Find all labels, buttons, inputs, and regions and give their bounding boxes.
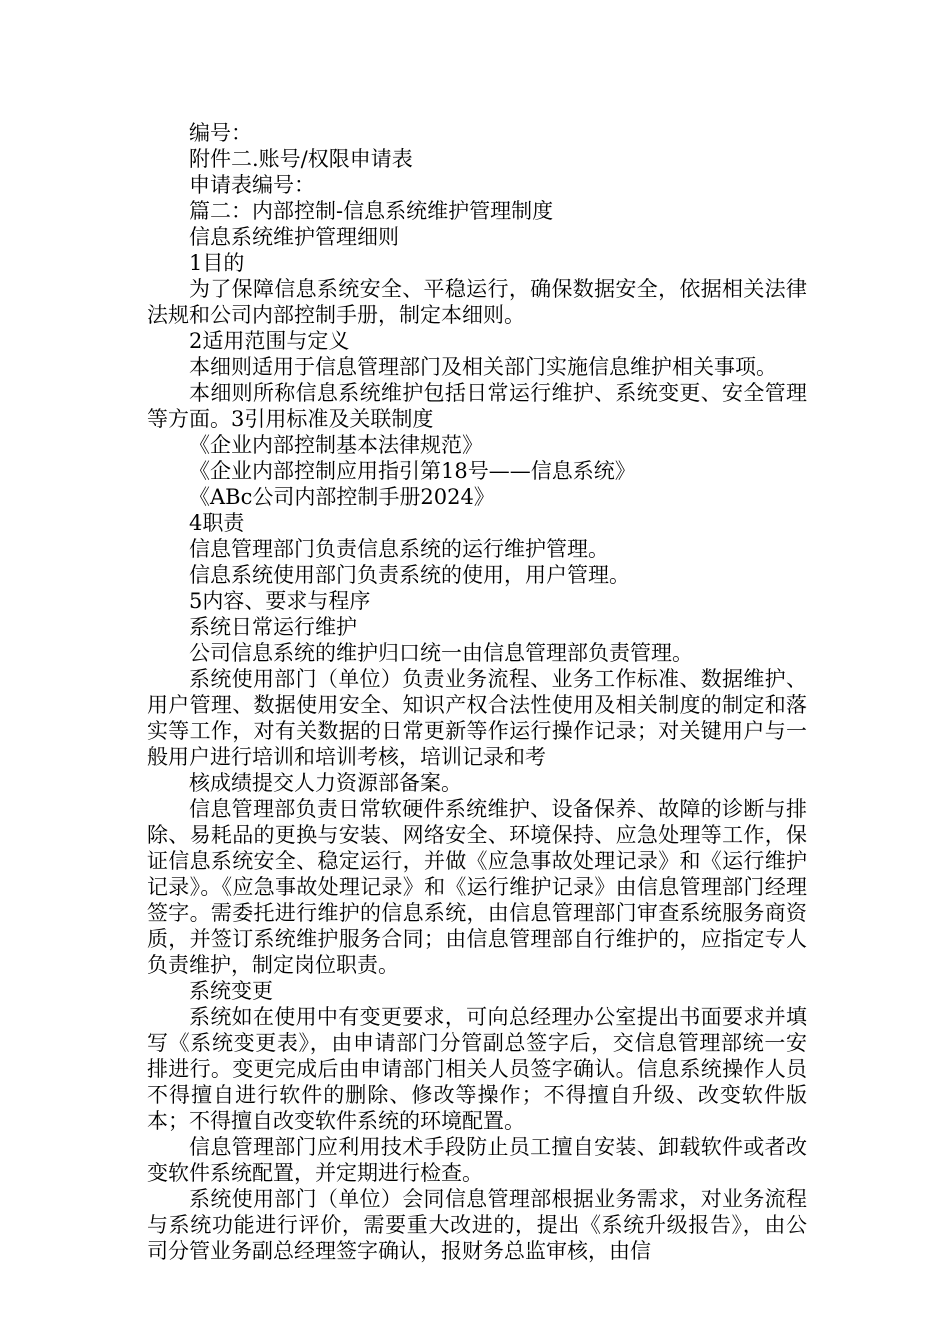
subsection-heading: 系统日常运行维护	[189, 615, 357, 639]
reference-item: 《企业内部控制基本法律规范》	[189, 433, 483, 457]
paragraph: 系统使用部门（单位）负责业务流程、业务工作标准、数据维护、用户管理、数据使用安全、知识产权合法性使用及相关制度的制定和落实等工作，对有关数据的日常更新等作运行操作记录；对关键用户与一般用户进行培训和培训考核，培训记录和考	[147, 667, 807, 769]
paragraph: 本细则适用于信息管理部门及相关部门实施信息维护相关事项。	[189, 355, 777, 379]
section-heading: 2适用范围与定义	[189, 329, 350, 353]
subsection-heading: 系统变更	[189, 979, 273, 1003]
attachment-title: 附件二.账号/权限申请表	[189, 147, 413, 171]
reference-item: 《ABc公司内部控制手册2024》	[189, 485, 495, 509]
section-heading: 1目的	[189, 251, 245, 275]
section-heading: 4职责	[189, 511, 245, 535]
doc-number-label: 编号：	[189, 121, 252, 145]
paragraph: 系统如在使用中有变更要求，可向总经理办公室提出书面要求并填写《系统变更表》，由申请部门分管副总签字后，交信息管理部统一安排进行。变更完成后由申请部门相关人员签字确认。信息系统操作人员不得擅自进行软件的删除、修改等操作；不得擅自升级、改变软件版本；不得擅自改变软件系统的环境配置。	[147, 1005, 807, 1133]
paragraph: 本细则所称信息系统维护包括日常运行维护、系统变更、安全管理等方面。3引用标准及关联制度	[147, 381, 807, 431]
paragraph: 核成绩提交人力资源部备案。	[189, 771, 462, 795]
paragraph: 信息系统使用部门负责系统的使用，用户管理。	[189, 563, 630, 587]
section-heading: 5内容、要求与程序	[189, 589, 371, 613]
paragraph: 为了保障信息系统安全、平稳运行，确保数据安全，依据相关法律法规和公司内部控制手册，制定本细则。	[147, 277, 807, 327]
paragraph: 信息管理部门负责信息系统的运行维护管理。	[189, 537, 609, 561]
paragraph: 信息管理部负责日常软硬件系统维护、设备保养、故障的诊断与排除、易耗品的更换与安装、网络安全、环境保持、应急处理等工作，保证信息系统安全、稳定运行，并做《应急事故处理记录》和《运行维护记录》。《应急事故处理记录》和《运行维护记录》由信息管理部门经理签字。需委托进行维护的信息系统，由信息管理部门审查系统服务商资质，并签订系统维护服务合同；由信息管理部自行维护的，应指定专人负责维护，制定岗位职责。	[147, 797, 807, 977]
document-title: 信息系统维护管理细则	[189, 225, 399, 249]
paragraph: 公司信息系统的维护归口统一由信息管理部负责管理。	[189, 641, 693, 665]
application-number-label: 申请表编号：	[189, 173, 315, 197]
paragraph: 信息管理部门应利用技术手段防止员工擅自安装、卸载软件或者改变软件系统配置，并定期进行检查。	[147, 1135, 807, 1185]
document-body	[147, 120, 807, 1264]
paragraph: 系统使用部门（单位）会同信息管理部根据业务需求，对业务流程与系统功能进行评价，需要重大改进的，提出《系统升级报告》，由公司分管业务副总经理签字确认，报财务总监审核，由信	[147, 1187, 807, 1263]
reference-item: 《企业内部控制应用指引第18号——信息系统》	[189, 459, 636, 483]
part-two-title: 篇二：内部控制-信息系统维护管理制度	[189, 199, 554, 223]
